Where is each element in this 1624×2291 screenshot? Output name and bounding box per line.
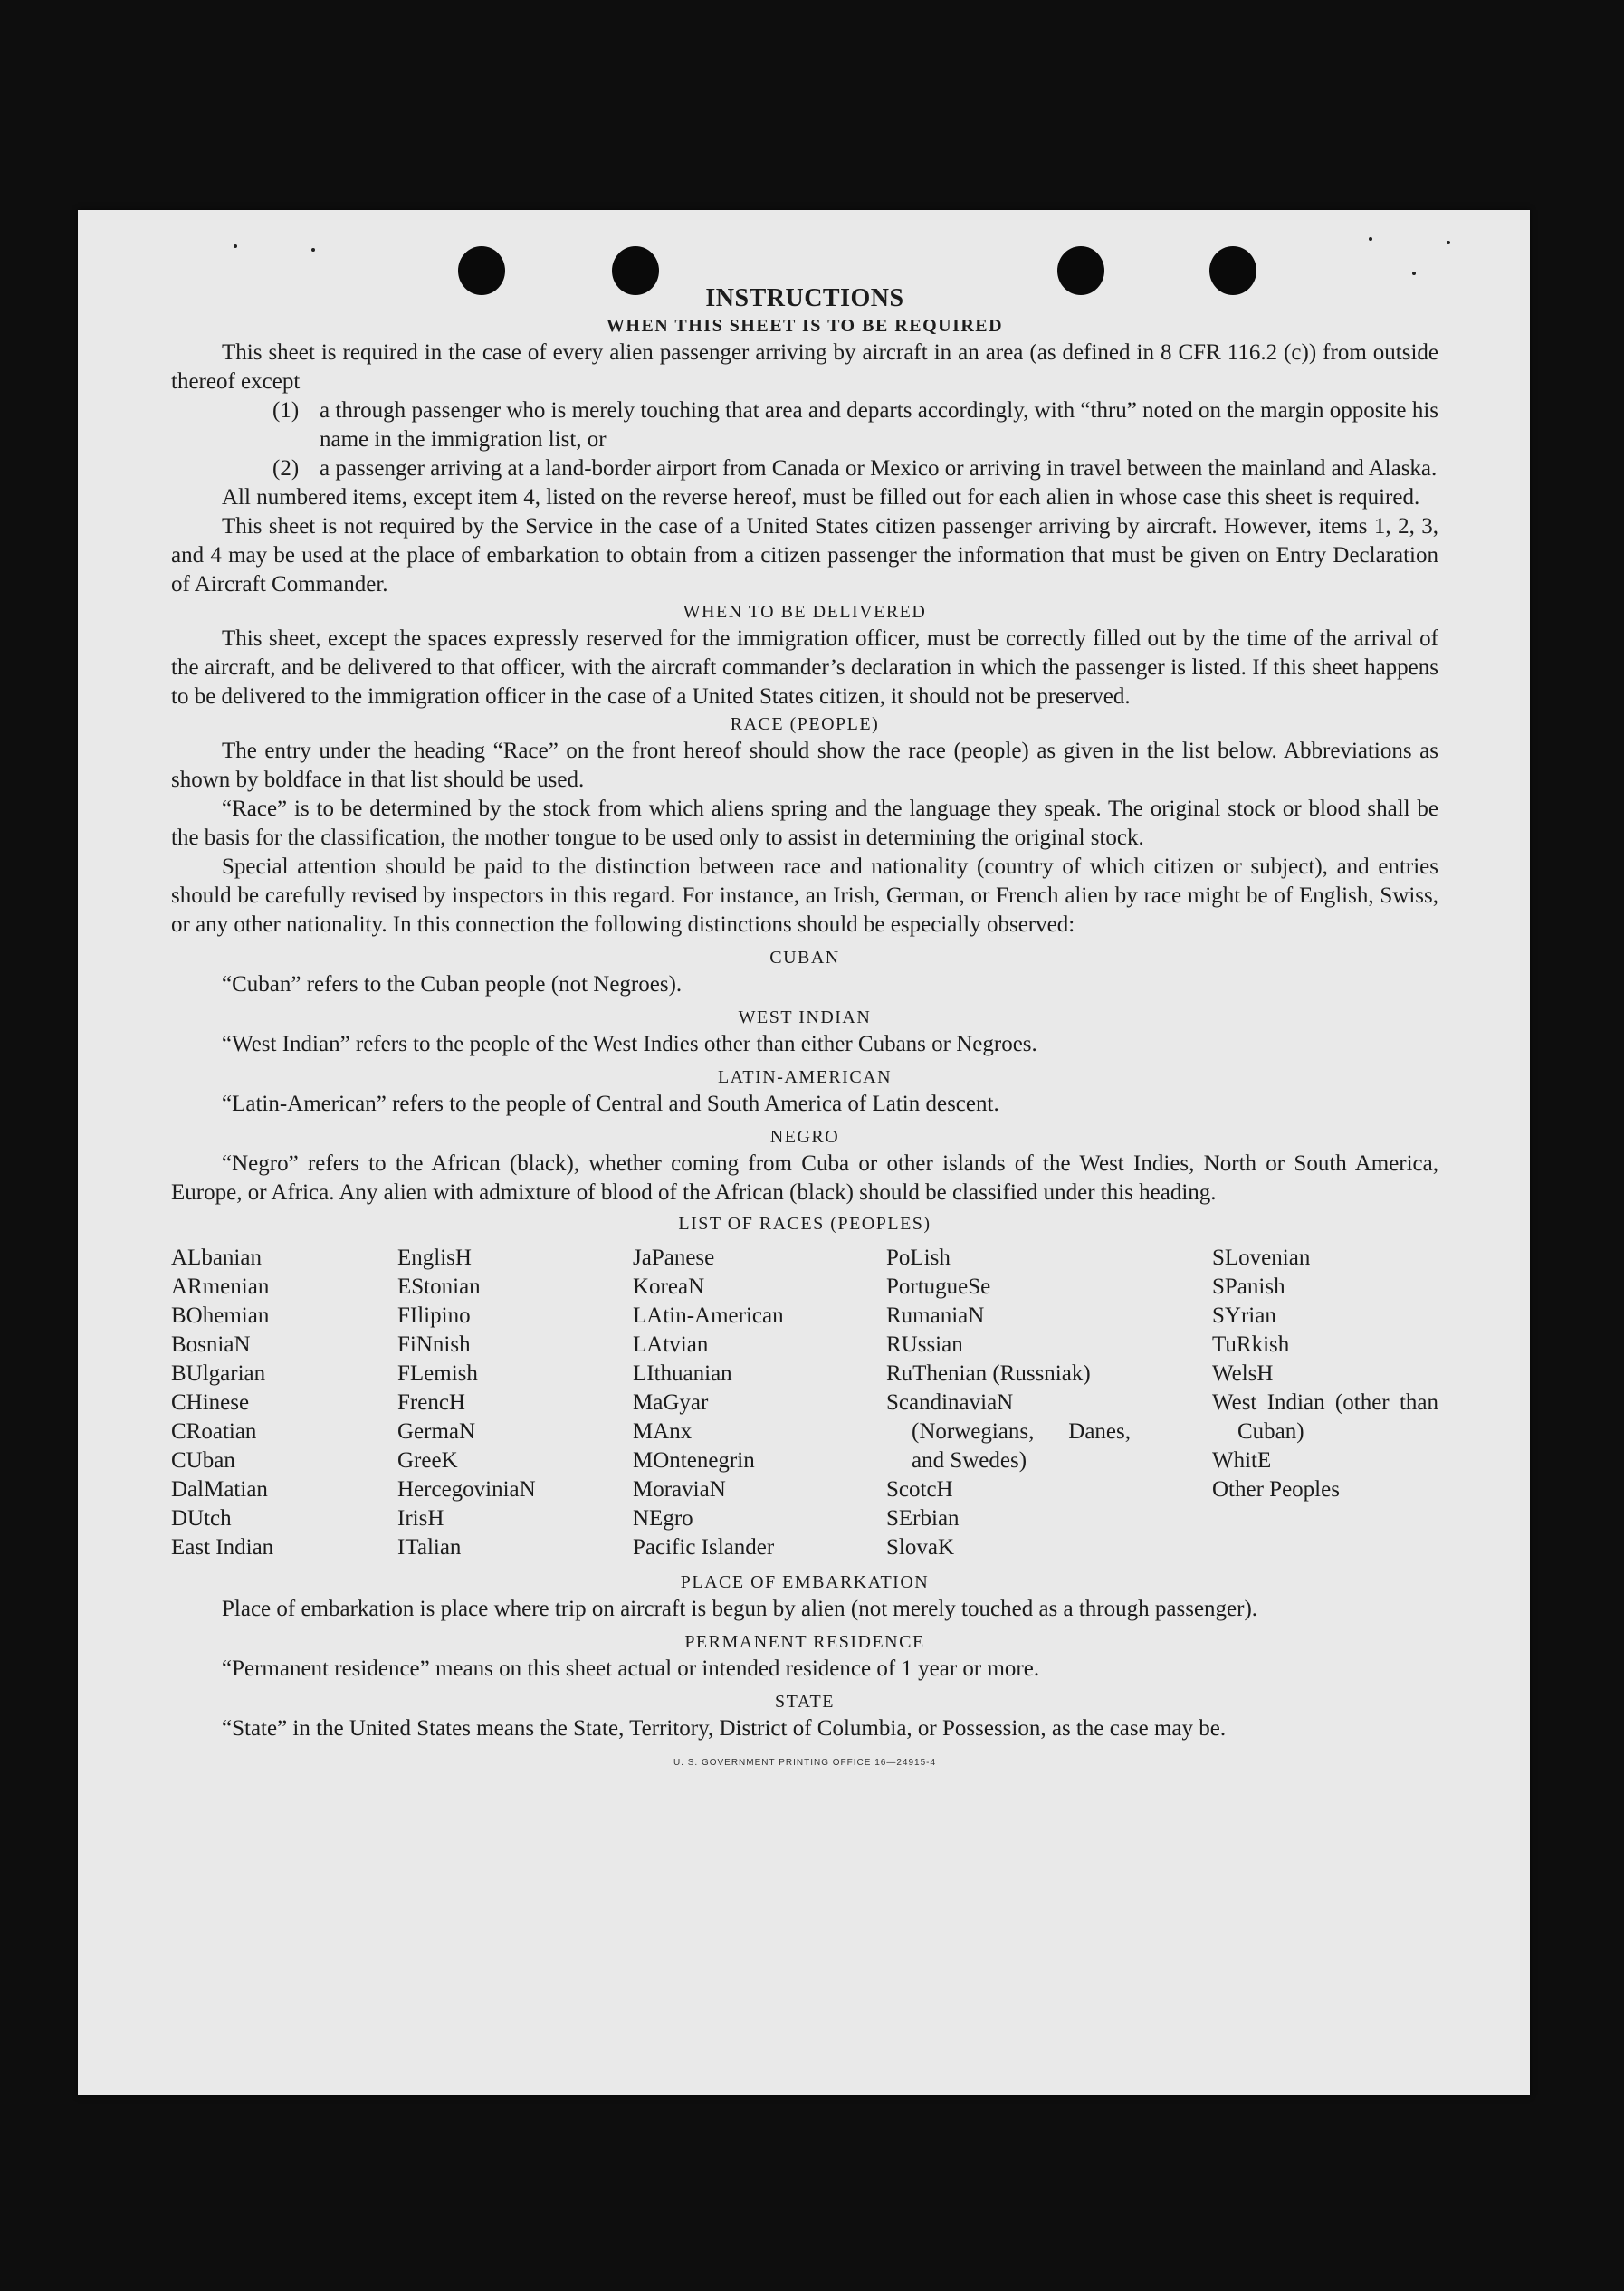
paragraph: This sheet, except the spaces expressly reserved for the immigration officer, must be correctly filled out by the time of the arrival of the aircraft, and be delivered to that officer, with the aircraft commander’s declaration in which the passenger is listed. If this sheet happens to be delivered to the immigration officer in the case of a United States citizen, it should not be preserved. — [171, 626, 1438, 709]
item-text: a through passenger who is merely touching that area and departs accordingly, with “thru” noted on the margin opposite his name in the immigration list, or — [320, 398, 1438, 452]
race-entry: MAnx — [633, 1419, 693, 1444]
race-entry: NEgro — [633, 1506, 693, 1531]
race-entry: MaGyar — [633, 1390, 709, 1415]
race-entry: LAtin-American — [633, 1303, 784, 1328]
race-entry: DUtch — [171, 1506, 232, 1531]
paragraph: “Race” is to be determined by the stock from which aliens spring and the language they speak. The original stock or blood shall be the basis for the classification, the mother tongue to be used only to assist in determining the original stock. — [171, 797, 1438, 850]
race-column — [397, 1244, 633, 1562]
race-entry: West Indian (other than Cuban) — [1212, 1390, 1438, 1444]
section-heading: CUBAN — [769, 948, 840, 968]
paragraph: This sheet is not required by the Service in the case of a United States citizen passenger arriving by aircraft. However, items 1, 2, 3, and 4 may be used at the place of embarkation to obtain from a citizen passenger the information that must be given on Entry Declaration of Aircraft Commander. — [171, 514, 1438, 597]
race-entry: PortugueSe — [886, 1274, 991, 1299]
paragraph: “Cuban” refers to the Cuban people (not Negroes). — [222, 972, 683, 997]
speck — [311, 248, 315, 252]
section-heading: LIST OF RACES (PEOPLES) — [678, 1214, 931, 1234]
paragraph: “West Indian” refers to the people of the West Indies other than either Cubans or Negroes. — [222, 1032, 1037, 1056]
race-column — [886, 1244, 1212, 1562]
race-entry: GreeK — [397, 1448, 458, 1473]
section-heading: WHEN TO BE DELIVERED — [683, 602, 927, 622]
paragraph: The entry under the heading “Race” on the front hereof should show the race (people) as given in the list below. Abbreviations as shown by boldface in that list should be used. — [171, 739, 1438, 792]
race-entry: KoreaN — [633, 1274, 705, 1299]
race-entry: FLemish — [397, 1361, 478, 1386]
paragraph: This sheet is required in the case of every alien passenger arriving by aircraft in an area (as defined in 8 CFR 116.2 (c)) from outside thereof except — [171, 340, 1438, 394]
printer-imprint: U. S. GOVERNMENT PRINTING OFFICE 16—24915-4 — [673, 1758, 937, 1768]
list-item — [272, 396, 1438, 454]
race-entry: SYrian — [1212, 1303, 1276, 1328]
section-heading: PERMANENT RESIDENCE — [684, 1632, 925, 1652]
race-entry: LAtvian — [633, 1332, 709, 1357]
section-heading: NEGRO — [769, 1127, 840, 1147]
paragraph: “Negro” refers to the African (black), whether coming from Cuba or other islands of the West Indies, North or South America, Europe, or Africa. Any alien with admixture of blood of the African (black) should be classified under this heading. — [171, 1151, 1438, 1205]
race-entry: PoLish — [886, 1246, 951, 1270]
race-entry: CUban — [171, 1448, 235, 1473]
race-entry: RUssian — [886, 1332, 963, 1357]
section-heading: WEST INDIAN — [738, 1007, 872, 1027]
race-entry: ScotcH — [886, 1477, 953, 1502]
section-heading: PLACE OF EMBARKATION — [680, 1572, 930, 1592]
race-entry: East Indian — [171, 1535, 274, 1560]
race-list — [171, 1244, 1438, 1562]
race-entry: MoraviaN — [633, 1477, 726, 1502]
section-heading: STATE — [775, 1692, 835, 1712]
paragraph: Place of embarkation is place where trip on aircraft is begun by alien (not merely touched as a through passenger). — [222, 1597, 1258, 1621]
speck — [1412, 272, 1416, 275]
item-text: a passenger arriving at a land-border airport from Canada or Mexico or arriving in travel between the mainland and Alaska. — [320, 456, 1438, 481]
race-entry: WhitE — [1212, 1448, 1272, 1473]
paragraph: “Permanent residence” means on this sheet actual or intended residence of 1 year or more. — [222, 1656, 1040, 1681]
race-entry: LIthuanian — [633, 1361, 732, 1386]
race-entry: IrisH — [397, 1506, 444, 1531]
race-entry: Other Peoples — [1212, 1477, 1340, 1502]
race-entry: BOhemian — [171, 1303, 270, 1328]
race-entry: EnglisH — [397, 1246, 472, 1270]
race-entry: CRoatian — [171, 1419, 257, 1444]
section-heading: WHEN THIS SHEET IS TO BE REQUIRED — [606, 316, 1004, 336]
race-entry: RuThenian (Russniak) — [886, 1361, 1091, 1386]
race-column — [1212, 1244, 1438, 1562]
race-entry: FIlipino — [397, 1303, 471, 1328]
speck — [234, 244, 237, 248]
page-title: INSTRUCTIONS — [705, 284, 904, 312]
list-item — [272, 454, 1438, 483]
race-entry: ARmenian — [171, 1274, 270, 1299]
paragraph: “Latin-American” refers to the people of Central and South America of Latin descent. — [222, 1092, 999, 1116]
race-entry: BUlgarian — [171, 1361, 266, 1386]
race-entry: ITalian — [397, 1535, 462, 1560]
race-entry: CHinese — [171, 1390, 250, 1415]
race-entry: SlovaK — [886, 1535, 954, 1560]
race-entry: WelsH — [1212, 1361, 1274, 1386]
race-entry: EStonian — [397, 1274, 481, 1299]
paragraph: “State” in the United States means the State, Territory, District of Columbia, or Possession, as the case may be. — [222, 1716, 1227, 1741]
race-entry: FiNnish — [397, 1332, 471, 1357]
race-entry: FrencH — [397, 1390, 465, 1415]
speck — [1447, 241, 1450, 244]
race-entry: ScandinaviaN (Norwegians, Danes, and Swedes) — [886, 1390, 1131, 1473]
item-number: (2) — [272, 456, 300, 481]
speck — [1369, 237, 1372, 241]
section-heading: RACE (PEOPLE) — [730, 714, 880, 734]
race-column — [633, 1244, 886, 1562]
race-entry: DalMatian — [171, 1477, 268, 1502]
race-entry: GermaN — [397, 1419, 476, 1444]
race-entry: HercegoviniaN — [397, 1477, 536, 1502]
instructions-content — [171, 284, 1438, 1768]
race-entry: TuRkish — [1212, 1332, 1290, 1357]
race-entry: MOntenegrin — [633, 1448, 755, 1473]
race-entry: BosniaN — [171, 1332, 251, 1357]
race-entry: SErbian — [886, 1506, 960, 1531]
race-entry: Pacific Islander — [633, 1535, 775, 1560]
section-heading: LATIN-AMERICAN — [717, 1067, 893, 1087]
race-entry: SLovenian — [1212, 1246, 1311, 1270]
item-number: (1) — [272, 398, 300, 423]
race-column — [171, 1244, 397, 1562]
document-sheet — [78, 210, 1530, 2095]
paragraph: Special attention should be paid to the distinction between race and nationality (country of which citizen or subject), and entries should be carefully revised by inspectors in this regard. For instance, an Irish, German, or French alien by race might be of English, Swiss, or any other nationality. In this connection the following distinctions should be especially observed: — [171, 854, 1438, 937]
race-entry: RumaniaN — [886, 1303, 985, 1328]
race-entry: JaPanese — [633, 1246, 715, 1270]
paragraph: All numbered items, except item 4, listed on the reverse hereof, must be filled out for each alien in whose case this sheet is required. — [222, 485, 1420, 510]
race-entry: ALbanian — [171, 1246, 262, 1270]
race-entry: SPanish — [1212, 1274, 1285, 1299]
